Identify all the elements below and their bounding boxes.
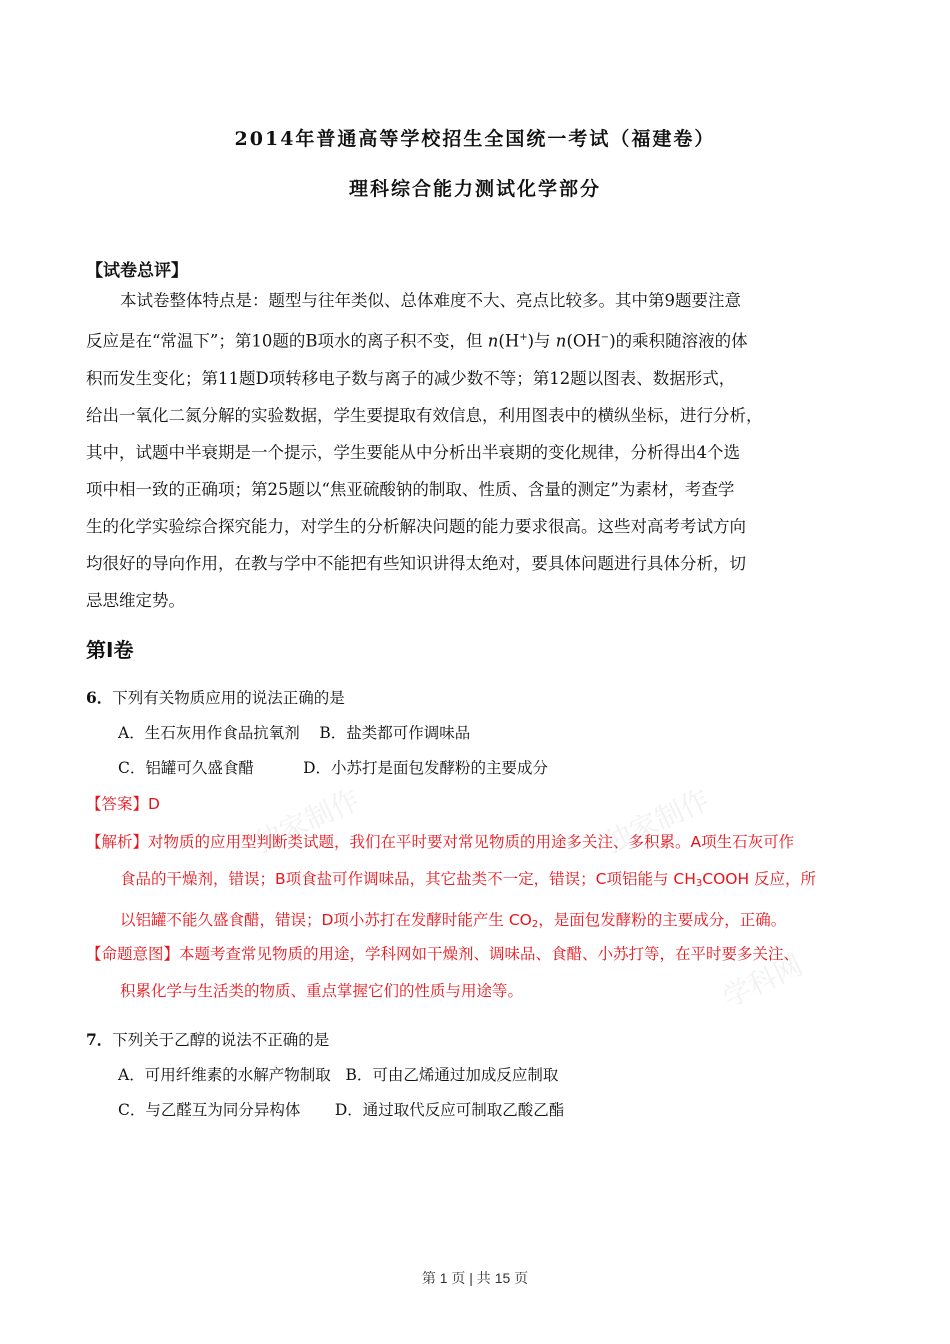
intent-line: 积累化学与生活类的物质、重点掌握它们的性质与用途等。 — [120, 982, 524, 1000]
question-options: A．可用纤维素的水解产物制取 B．可由乙烯通过加成反应制取 — [118, 1066, 559, 1084]
summary-paragraph — [86, 282, 866, 619]
document-subtitle: 理科综合能力测试化学部分 — [348, 178, 601, 200]
answer-value: D — [148, 795, 160, 813]
question-stem: 6．下列有关物质应用的说法正确的是 — [86, 688, 345, 707]
analysis-line: 食品的干燥剂，错误；B项食盐可作调味品，其它盐类不一定，错误；C项铝能与 $CH_3COOH$ 反应，所 — [120, 870, 817, 889]
section-heading: 第I卷 — [86, 638, 134, 662]
analysis-line: 以铝罐不能久盛食醋，错误；D项小苏打在发酵时能产生 $CO_2$，是面包发酵粉的主要成分，正确。 — [120, 911, 787, 930]
analysis — [86, 824, 876, 943]
summary-line: 忌思维定势。 — [86, 590, 185, 610]
question-7 — [86, 1022, 564, 1128]
question-6 — [86, 680, 548, 786]
answer — [86, 786, 160, 823]
summary-line: 均很好的导向作用，在教与学中不能把有些知识讲得太绝对，要具体问题进行具体分析，切 — [86, 553, 746, 573]
summary-line: 项中相一致的正确项；第25题以“焦亚硫酸钠的制取、性质、含量的测定”为素材，考查学 — [86, 479, 735, 499]
document-title: 2014年普通高等学校招生全国统一考试（福建卷） — [234, 128, 716, 150]
summary-line: 给出一氧化二氮分解的实验数据，学生要提取有效信息，利用图表中的横纵坐标，进行分析， — [86, 405, 763, 425]
summary-line: 积而发生变化；第11题D项转移电子数与离子的减少数不等；第12题以图表、数据形式， — [86, 368, 736, 388]
watermark: 独家制作 — [598, 782, 715, 860]
summary-line: 生的化学实验综合探究能力，对学生的分析解决问题的能力要求很高。这些对高考考试方向 — [86, 516, 746, 536]
intent-line: 【命题意图】本题考查常见物质的用途，学科网如干燥剂、调味品、食醋、小苏打等，在平时要多关注、 — [86, 945, 800, 963]
question-options: C．与乙醛互为同分异构体 D．通过取代反应可制取乙酸乙酯 — [118, 1101, 565, 1119]
intent — [86, 936, 876, 1010]
question-options: C．铝罐可久盛食醋 D．小苏打是面包发酵粉的主要成分 — [118, 759, 549, 777]
answer-tag: 【答案】 — [86, 795, 149, 813]
page-footer: 第 1 页 | 共 15 页 — [421, 1270, 529, 1286]
analysis-line: 【解析】对物质的应用型判断类试题，我们在平时要对常见物质的用途多关注、多积累。A项生石灰可作 — [86, 833, 795, 851]
question-options: A．生石灰用作食品抗氧剂 B．盐类都可作调味品 — [118, 724, 471, 742]
summary-line: 本试卷整体特点是：题型与往年类似、总体难度不大、亮点比较多。其中第9题要注意 — [120, 291, 741, 310]
summary-line: 其中，试题中半衰期是一个提示，学生要能从中分析出半衰期的变化规律，分析得出4个选 — [86, 442, 740, 462]
watermark: 独家制作 — [248, 782, 365, 860]
summary-heading: 【试卷总评】 — [86, 261, 188, 281]
question-stem: 7．下列关于乙醇的说法不正确的是 — [86, 1030, 330, 1049]
watermark: 学科网 — [717, 948, 808, 1015]
summary-line: 反应是在“常温下”；第10题的B项水的离子积不变，但 n(H+)与 n(OH−)的乘积随溶液的体 — [86, 331, 748, 351]
